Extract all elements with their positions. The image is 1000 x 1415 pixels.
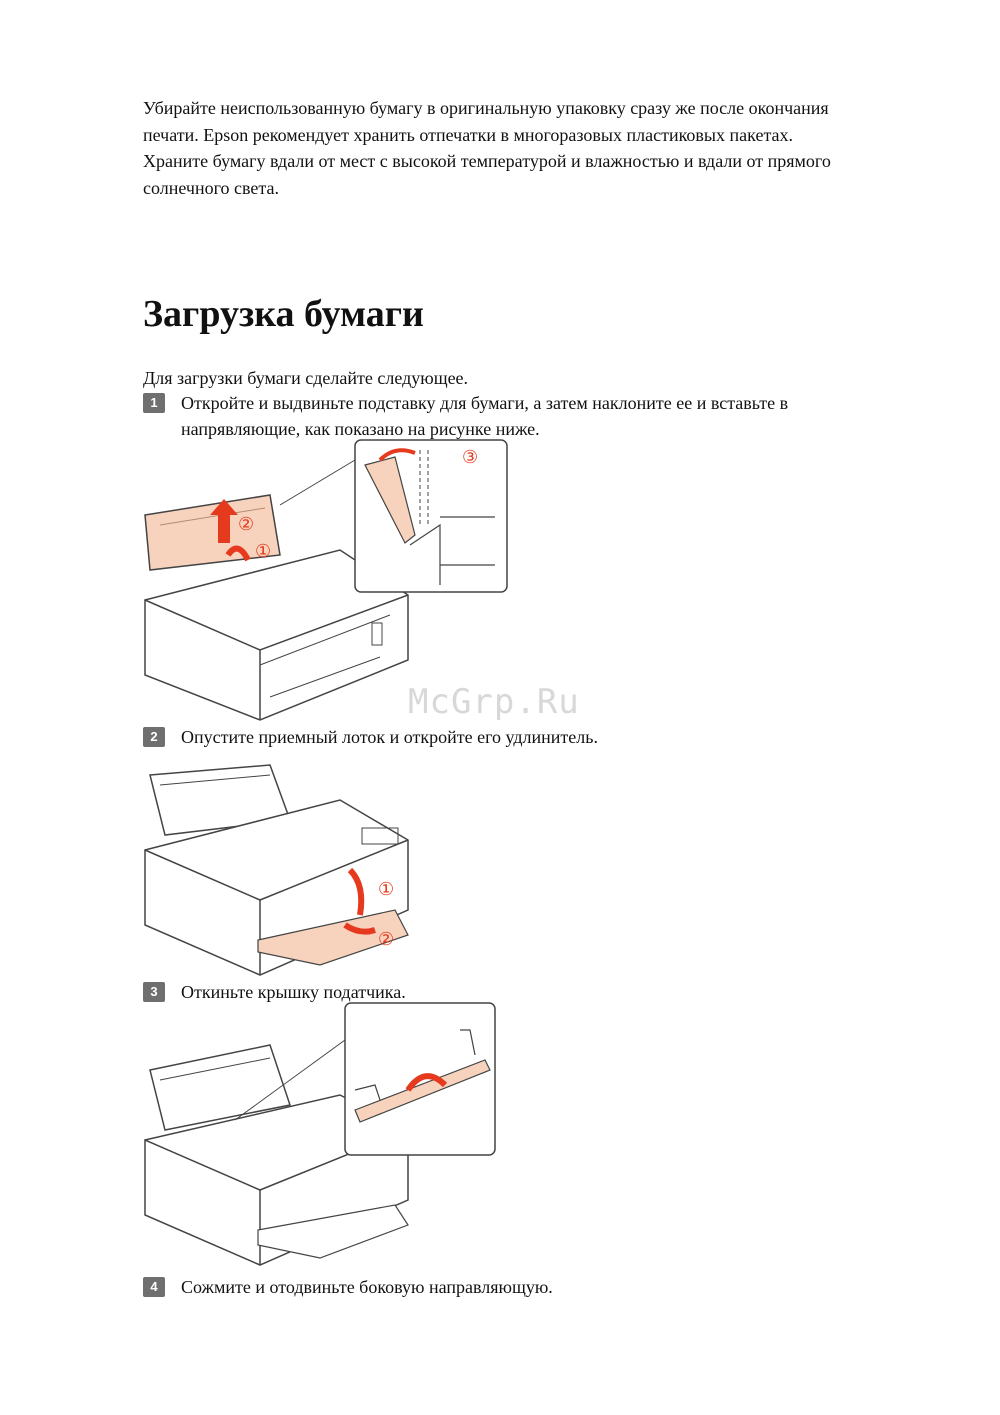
intro-line: Убирайте неиспользованную бумагу в оригинальную упаковку сразу же после окончания [143, 98, 829, 118]
step-number-badge: 3 [143, 982, 165, 1002]
figure-step-2 [140, 760, 420, 985]
intro-paragraph [143, 95, 933, 201]
step-text: Опустите приемный лоток и откройте его удлинитель. [181, 727, 598, 747]
callout-2: ② [378, 929, 395, 950]
figure-step-3 [140, 1000, 505, 1275]
intro-line: Храните бумагу вдали от мест с высокой температурой и влажностью и вдали от прямого [143, 151, 831, 171]
step-text: Сожмите и отодвиньте боковую направляющую. [181, 1277, 553, 1297]
step-text: Откиньте крышку податчика. [181, 982, 406, 1002]
callout-1: ① [255, 541, 272, 562]
step-number-badge: 2 [143, 727, 165, 747]
intro-line: солнечного света. [143, 177, 279, 198]
callout-3: ③ [462, 447, 479, 468]
intro-line: печати. Epson рекомендует хранить отпечатки в многоразовых пластиковых пакетах. [143, 124, 794, 145]
step-number-badge: 4 [143, 1277, 165, 1297]
callout-1: ① [378, 879, 395, 900]
step-number-badge: 1 [143, 393, 165, 413]
watermark: McGrp.Ru [408, 682, 580, 722]
step-text: Откройте и выдвиньте подставку для бумаги, а затем наклоните ее и вставьте в напрявляющие, как показано на рисунке ниже. [181, 393, 789, 439]
section-title: Загрузка бумаги [143, 293, 424, 335]
callout-2: ② [238, 514, 255, 535]
section-lead: Для загрузки бумаги сделайте следующее. [143, 368, 469, 388]
